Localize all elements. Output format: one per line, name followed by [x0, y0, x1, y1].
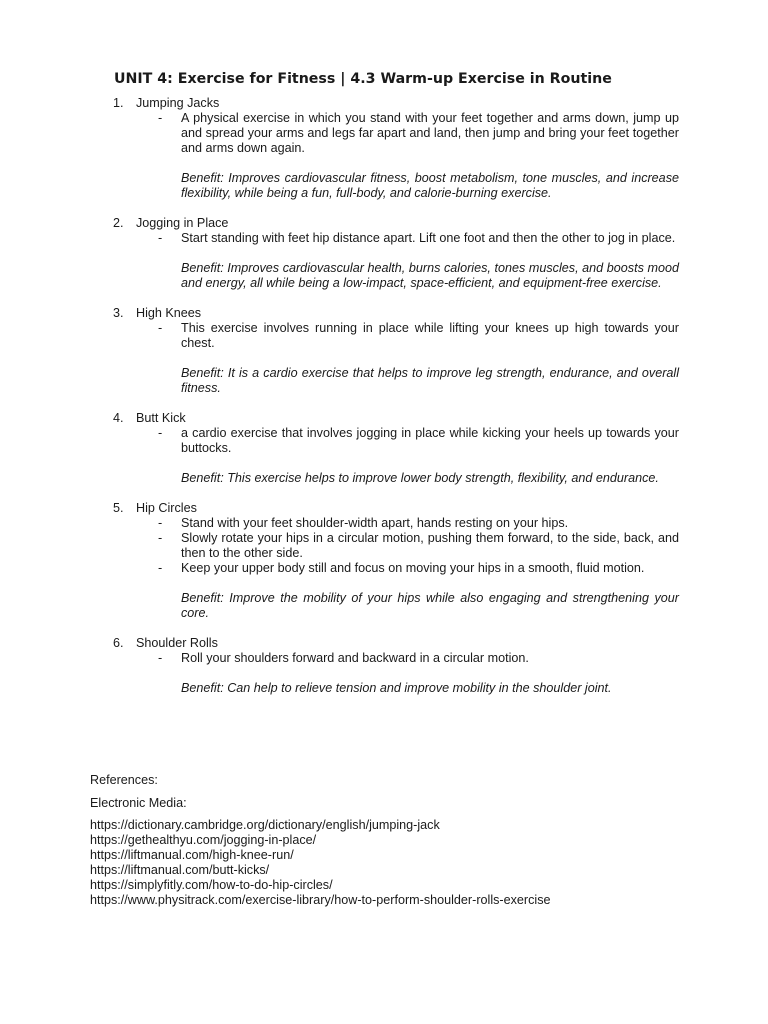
benefit-text: Benefit: Can help to relieve tension and improve mobility in the shoulder joint. [181, 681, 612, 695]
electronic-media-label: Electronic Media: [90, 796, 187, 810]
dash-marker: - [158, 231, 163, 245]
list-item-jogging-in-place [113, 216, 679, 291]
item-title: Hip Circles [136, 501, 197, 515]
dash-marker: - [158, 321, 163, 335]
item-title: High Knees [136, 306, 202, 320]
page-title: UNIT 4: Exercise for Fitness | 4.3 Warm-up Exercise in Routine [114, 71, 612, 87]
item-title: Shoulder Rolls [136, 636, 218, 650]
item-number: 3. [113, 306, 124, 320]
dash-marker: - [158, 561, 163, 575]
bullet-text: Keep your upper body still and focus on moving your hips in a smooth, fluid motion. [181, 561, 645, 575]
reference-link[interactable]: https://dictionary.cambridge.org/dictionary/english/jumping-jack [90, 818, 440, 832]
reference-link[interactable]: https://liftmanual.com/butt-kicks/ [90, 863, 270, 877]
item-heading [113, 636, 679, 651]
bullet-point [113, 111, 679, 156]
list-item-high-knees [113, 306, 679, 396]
dash-marker: - [158, 111, 163, 125]
bullet-text: Roll your shoulders forward and backward in a circular motion. [181, 651, 529, 665]
bullet-text: This exercise involves running in place while lifting your knees up high towards your chest. [181, 321, 679, 350]
bullet-text: Stand with your feet shoulder-width apart, hands resting on your hips. [181, 516, 569, 530]
item-heading [113, 306, 679, 321]
references-label: References: [90, 773, 158, 787]
bullet-point [113, 561, 679, 576]
list-item-shoulder-rolls [113, 636, 679, 696]
item-heading [113, 216, 679, 231]
references-section [90, 773, 730, 908]
dash-marker: - [158, 531, 163, 545]
bullet-point [113, 531, 679, 561]
item-number: 4. [113, 411, 124, 425]
bullet-point [113, 651, 679, 666]
benefit-text: Benefit: It is a cardio exercise that helps to improve leg strength, endurance, and overall fitness. [181, 366, 679, 395]
reference-link[interactable]: https://liftmanual.com/high-knee-run/ [90, 848, 294, 862]
item-number: 6. [113, 636, 124, 650]
item-heading [113, 96, 679, 111]
bullet-text: a cardio exercise that involves jogging in place while kicking your heels up towards your buttocks. [181, 426, 679, 455]
benefit-text: Benefit: Improves cardiovascular health, burns calories, tones muscles, and boosts mood and energy, all while being a low-impact, space-efficient, and equipment-free exercise. [181, 261, 679, 290]
bullet-text: Slowly rotate your hips in a circular motion, pushing them forward, to the side, back, and then to the other side. [181, 531, 679, 560]
list-item-jumping-jacks [113, 96, 679, 201]
item-title: Butt Kick [136, 411, 186, 425]
reference-link[interactable]: https://gethealthyu.com/jogging-in-place/ [90, 833, 317, 847]
bullet-point [113, 516, 679, 531]
item-number: 5. [113, 501, 124, 515]
benefit-text: Benefit: Improves cardiovascular fitness, boost metabolism, tone muscles, and increase flexibility, while being a fun, full-body, and calorie-burning exercise. [181, 171, 679, 200]
bullet-point [113, 231, 679, 246]
list-item-hip-circles [113, 501, 679, 621]
item-title: Jogging in Place [136, 216, 229, 230]
benefit-text: Benefit: This exercise helps to improve lower body strength, flexibility, and endurance. [181, 471, 659, 485]
bullet-text: Start standing with feet hip distance apart. Lift one foot and then the other to jog in place. [181, 231, 676, 245]
bullet-text: A physical exercise in which you stand with your feet together and arms down, jump up and spread your arms and legs far apart and land, then jump and bring your feet together and arms down again. [181, 111, 679, 155]
benefit-text: Benefit: Improve the mobility of your hips while also engaging and strengthening your core. [181, 591, 679, 620]
list-item-butt-kick [113, 411, 679, 486]
exercise-list [113, 96, 679, 696]
item-title: Jumping Jacks [136, 96, 220, 110]
dash-marker: - [158, 426, 163, 440]
item-number: 1. [113, 96, 124, 110]
item-number: 2. [113, 216, 124, 230]
item-heading [113, 411, 679, 426]
item-heading [113, 501, 679, 516]
reference-link[interactable]: https://www.physitrack.com/exercise-library/how-to-perform-shoulder-rolls-exercise [90, 893, 551, 907]
dash-marker: - [158, 516, 163, 530]
reference-link[interactable]: https://simplyfitly.com/how-to-do-hip-circles/ [90, 878, 333, 892]
bullet-point [113, 321, 679, 351]
bullet-point [113, 426, 679, 456]
dash-marker: - [158, 651, 163, 665]
